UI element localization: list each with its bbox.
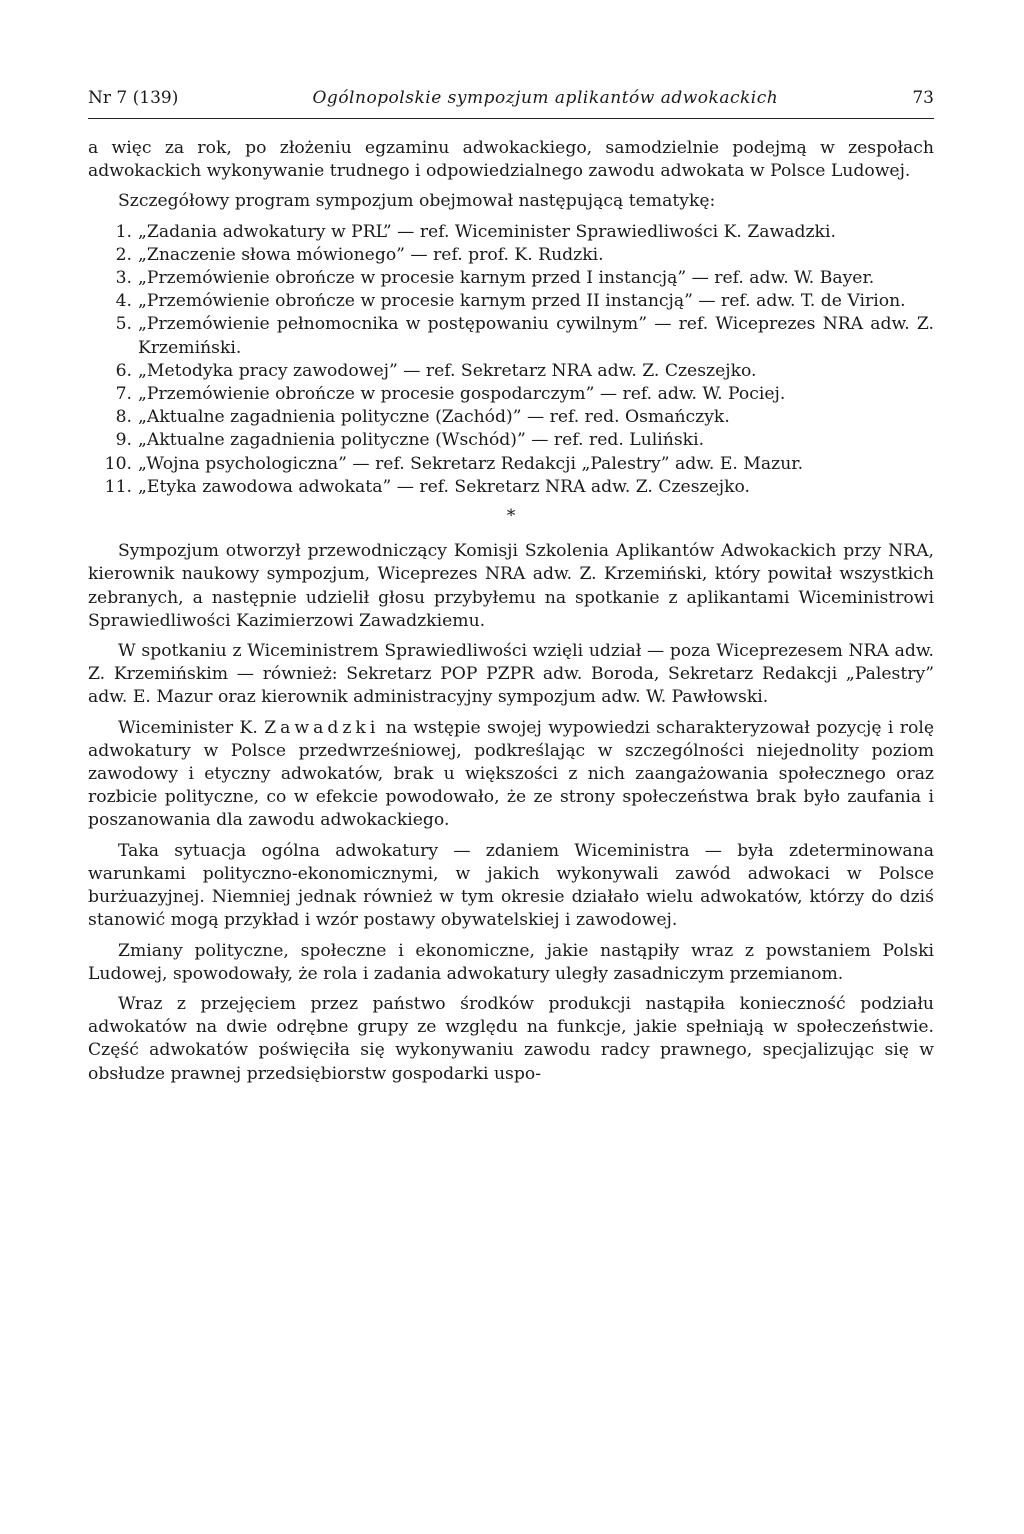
list-item: 7. „Przemówienie obrończe w procesie gospodarczym” — ref. adw. W. Pociej. bbox=[115, 384, 786, 405]
issue-number: Nr 7 (139) bbox=[88, 88, 179, 108]
paragraph-division: Wraz z przejęciem przez państwo środków produkcji nastąpiła konieczność podziału adwokatów na dwie odrębne grupy ze względu na funkcje, jakie spełniają w społeczeństwie. Część adwokatów poświęciła się wykonywaniu zawodu radcy prawnego, specjalizując się w obsłudze prawnej przedsiębiorstw gospodarki uspo- bbox=[88, 993, 934, 1084]
list-item: 4. „Przemówienie obrończe w procesie karnym przed II instancją” — ref. adw. T. de Virion. bbox=[115, 291, 906, 312]
list-item: 8. „Aktualne zagadnienia polityczne (Zachód)” — ref. red. Osmańczyk. bbox=[115, 407, 730, 428]
list-item: 3. „Przemówienie obrończe w procesie karnym przed I instancją” — ref. adw. W. Bayer. bbox=[115, 268, 875, 289]
spaced-name: Zawadzki bbox=[264, 717, 380, 738]
paragraph-situation: Taka sytuacja ogólna adwokatury — zdaniem Wiceministra — była zdeterminowana warunkami polityczno-ekonomicznymi, w jakich wykonywali zawód adwokaci w Polsce burżuazyjnej. Niemniej jednak również w tym okresie działało wielu adwokatów, którzy do dziś stanowić mogą przykład i wzór postawy obywatelskiej i zawodowej. bbox=[88, 840, 934, 931]
program-list bbox=[88, 221, 934, 499]
paragraph-participants: W spotkaniu z Wiceministrem Sprawiedliwości wzięli udział — poza Wiceprezesem NRA adw. Z. Krzemińskim — również: Sekretarz POP PZPR adw. Boroda, Sekretarz Redakcji „Palestry” adw. E. Mazur oraz kierownik administracyjny sympozjum adw. W. Pawłowski. bbox=[88, 641, 934, 708]
program-intro: Szczegółowy program sympozjum obejmował następującą tematykę: bbox=[118, 191, 716, 212]
list-item: 2. „Znaczenie słowa mówionego” — ref. prof. K. Rudzki. bbox=[115, 244, 604, 265]
list-item: 1. „Zadania adwokatury w PRL” — ref. Wiceminister Sprawiedliwości K. Zawadzki. bbox=[115, 221, 836, 242]
list-item: 11. „Etyka zawodowa adwokata” — ref. Sekretarz NRA adw. Z. Czeszejko. bbox=[104, 476, 751, 497]
paragraph-changes: Zmiany polityczne, społeczne i ekonomiczne, jakie nastąpiły wraz z powstaniem Polski Ludowej, spowodowały, że rola i zadania adwokatury uległy zasadniczym przemianom. bbox=[88, 940, 934, 984]
list-item: 9. „Aktualne zagadnienia polityczne (Wschód)” — ref. red. Luliński. bbox=[115, 430, 705, 451]
page-number: 73 bbox=[912, 88, 934, 108]
list-item: 5. „Przemówienie pełnomocnika w postępowaniu cywilnym” — ref. Wiceprezes NRA adw. Z. Krzemiński. bbox=[115, 314, 934, 358]
article-body bbox=[88, 137, 934, 1086]
list-item: 6. „Metodyka pracy zawodowej” — ref. Sekretarz NRA adw. Z. Czeszejko. bbox=[115, 360, 757, 381]
running-header bbox=[88, 88, 934, 108]
section-separator: * bbox=[506, 506, 516, 527]
paragraph-speech: Wiceminister K. Zawadzki na wstępie swojej wypowiedzi scharakteryzował pozycję i rolę adwokatury w Polsce przedwrześniowej, podkreślając w szczególności niejednolity poziom zawodowy i etyczny adwokatów, brak u większości z nich zaangażowania społecznego oraz rozbicie polityczne, co w efekcie powodowało, że ze strony społeczeństwa brak było zaufania i poszanowania dla zawodu adwokackiego. bbox=[88, 717, 934, 831]
running-title: Ogólnopolskie sympozjum aplikantów adwokackich bbox=[312, 88, 779, 108]
header-rule bbox=[88, 118, 934, 119]
list-item: 10. „Wojna psychologiczna” — ref. Sekretarz Redakcji „Palestry” adw. E. Mazur. bbox=[104, 453, 804, 474]
paragraph-opening: Sympozjum otworzył przewodniczący Komisji Szkolenia Aplikantów Adwokackich przy NRA, kierownik naukowy sympozjum, Wiceprezes NRA adw. Z. Krzemiński, który powitał wszystkich zebranych, a następnie udzielił głosu przybyłemu na spotkanie z aplikantami Wiceministrowi Sprawiedliwości Kazimierzowi Zawadzkiemu. bbox=[88, 541, 934, 631]
intro-paragraph: a więc za rok, po złożeniu egzaminu adwokackiego, samodzielnie podejmą w zespołach adwokackich wykonywanie trudnego i odpowiedzialnego zawodu adwokata w Polsce Ludowej. bbox=[88, 138, 934, 182]
